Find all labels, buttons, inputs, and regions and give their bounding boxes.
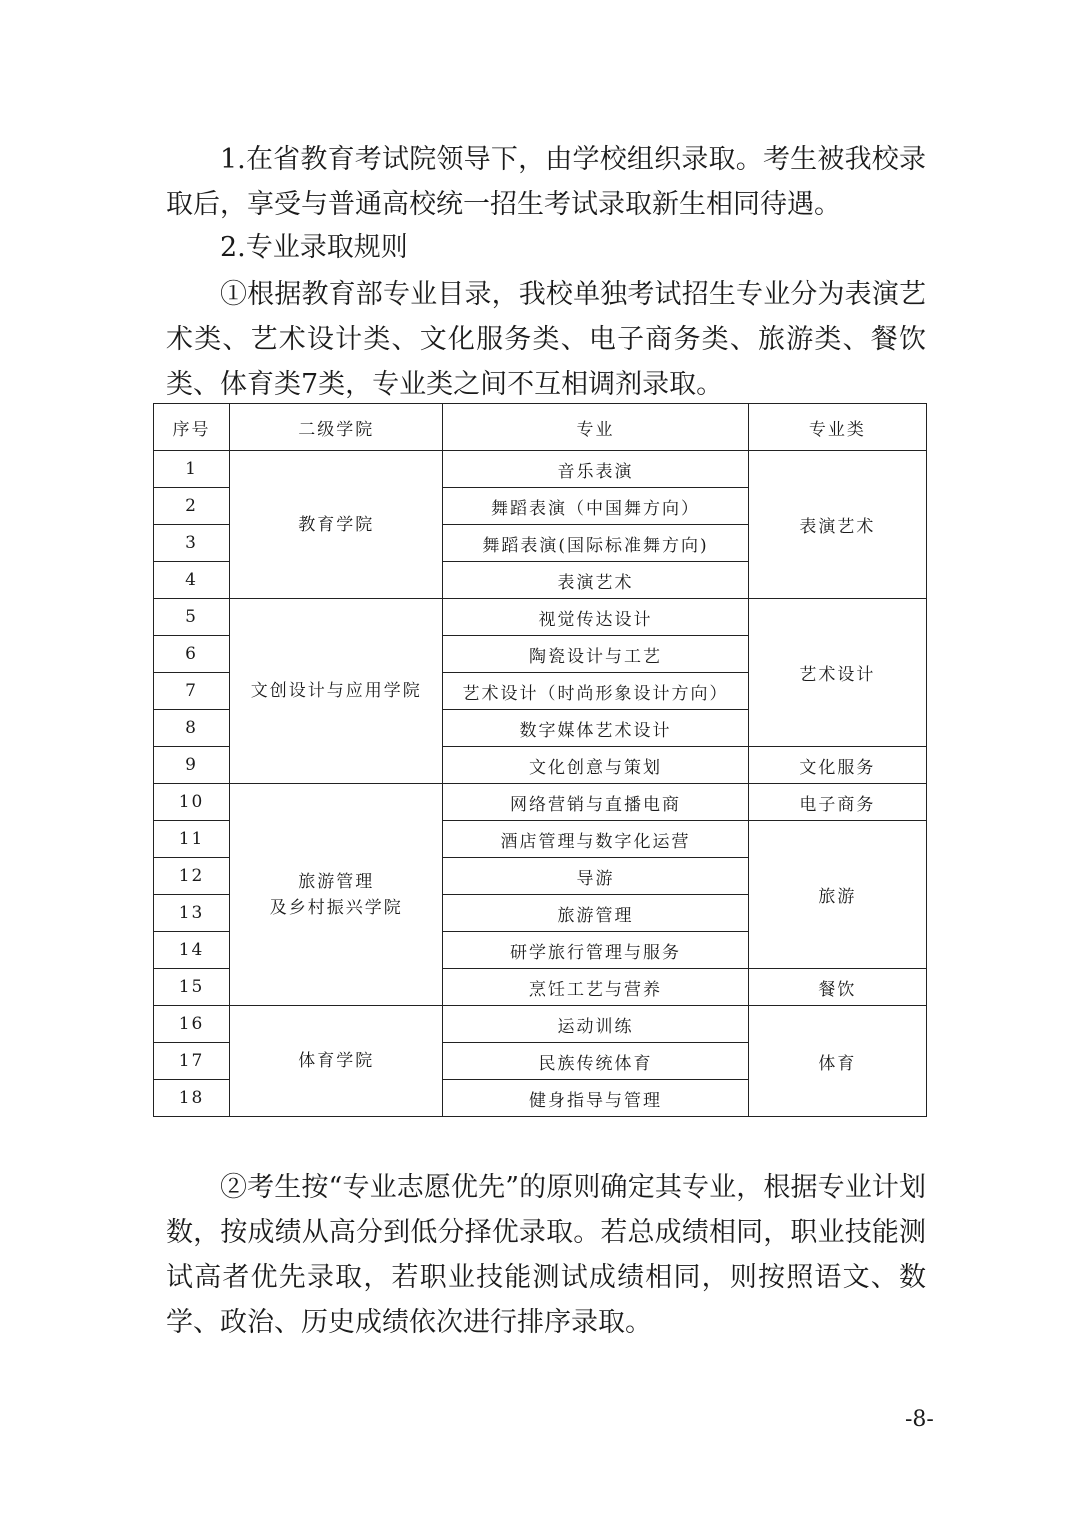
major-cell: 艺术设计（时尚形象设计方向） [443,673,748,710]
paragraph-major-rules-heading: 2.专业录取规则 [220,232,408,263]
header-no: 序号 [154,404,230,451]
header-category: 专业类 [748,404,926,451]
paragraph-selection-principle: ②考生按“专业志愿优先”的原则确定其专业，根据专业计划数，按成绩从高分到低分择优录取。若总成绩相同，职业技能测试高者优先录取，若职业技能测试成绩相同，则按照语文、数学、政治、历史成绩依次进行排序录取。 [166,1172,926,1338]
category-cell: 电子商务 [748,784,926,821]
major-cell: 数字媒体艺术设计 [443,710,748,747]
major-cell: 表演艺术 [443,562,748,599]
major-cell: 陶瓷设计与工艺 [443,636,748,673]
table-header-row [154,404,927,451]
major-cell: 文化创意与策划 [443,747,748,784]
major-cell: 酒店管理与数字化运营 [443,821,748,858]
row-number: 13 [154,895,230,932]
paragraph-admission-authority: 1.在省教育考试院领导下，由学校组织录取。考生被我校录取后，享受与普通高校统一招生考试录取新生相同待遇。 [166,144,926,220]
major-cell: 运动训练 [443,1006,748,1043]
row-number: 12 [154,858,230,895]
category-cell: 艺术设计 [748,599,926,747]
row-number: 15 [154,969,230,1006]
paragraph-major-categories: ①根据教育部专业目录，我校单独考试招生专业分为表演艺术类、艺术设计类、文化服务类、电子商务类、旅游类、餐饮类、体育类7类，专业类之间不互相调剂录取。 [166,279,926,400]
table-row [154,784,927,821]
row-number: 10 [154,784,230,821]
major-cell: 网络营销与直播电商 [443,784,748,821]
row-number: 9 [154,747,230,784]
row-number: 14 [154,932,230,969]
table-row [154,451,927,488]
major-cell: 舞蹈表演（中国舞方向） [443,488,748,525]
page-number: -8- [905,1407,934,1432]
major-cell: 健身指导与管理 [443,1080,748,1117]
row-number: 17 [154,1043,230,1080]
row-number: 7 [154,673,230,710]
majors-table [153,403,927,1117]
category-cell: 体育 [748,1006,926,1117]
row-number: 16 [154,1006,230,1043]
college-name-line2: 及乡村振兴学院 [269,897,403,918]
major-cell: 旅游管理 [443,895,748,932]
header-major: 专业 [443,404,748,451]
major-cell: 导游 [443,858,748,895]
row-number: 11 [154,821,230,858]
college-name-line1: 旅游管理 [298,871,375,892]
category-cell: 表演艺术 [748,451,926,599]
header-college: 二级学院 [230,404,443,451]
major-cell: 研学旅行管理与服务 [443,932,748,969]
category-cell: 旅游 [748,821,926,969]
major-cell: 舞蹈表演(国际标准舞方向) [443,525,748,562]
row-number: 5 [154,599,230,636]
major-cell: 民族传统体育 [443,1043,748,1080]
table-row [154,599,927,636]
major-cell: 烹饪工艺与营养 [443,969,748,1006]
row-number: 2 [154,488,230,525]
major-cell: 音乐表演 [443,451,748,488]
table-row [154,1006,927,1043]
row-number: 18 [154,1080,230,1117]
category-cell: 文化服务 [748,747,926,784]
row-number: 3 [154,525,230,562]
row-number: 4 [154,562,230,599]
college-cell [230,784,443,1006]
college-cell: 教育学院 [230,451,443,599]
row-number: 1 [154,451,230,488]
row-number: 8 [154,710,230,747]
college-cell: 体育学院 [230,1006,443,1117]
major-cell: 视觉传达设计 [443,599,748,636]
category-cell: 餐饮 [748,969,926,1006]
row-number: 6 [154,636,230,673]
college-cell: 文创设计与应用学院 [230,599,443,784]
